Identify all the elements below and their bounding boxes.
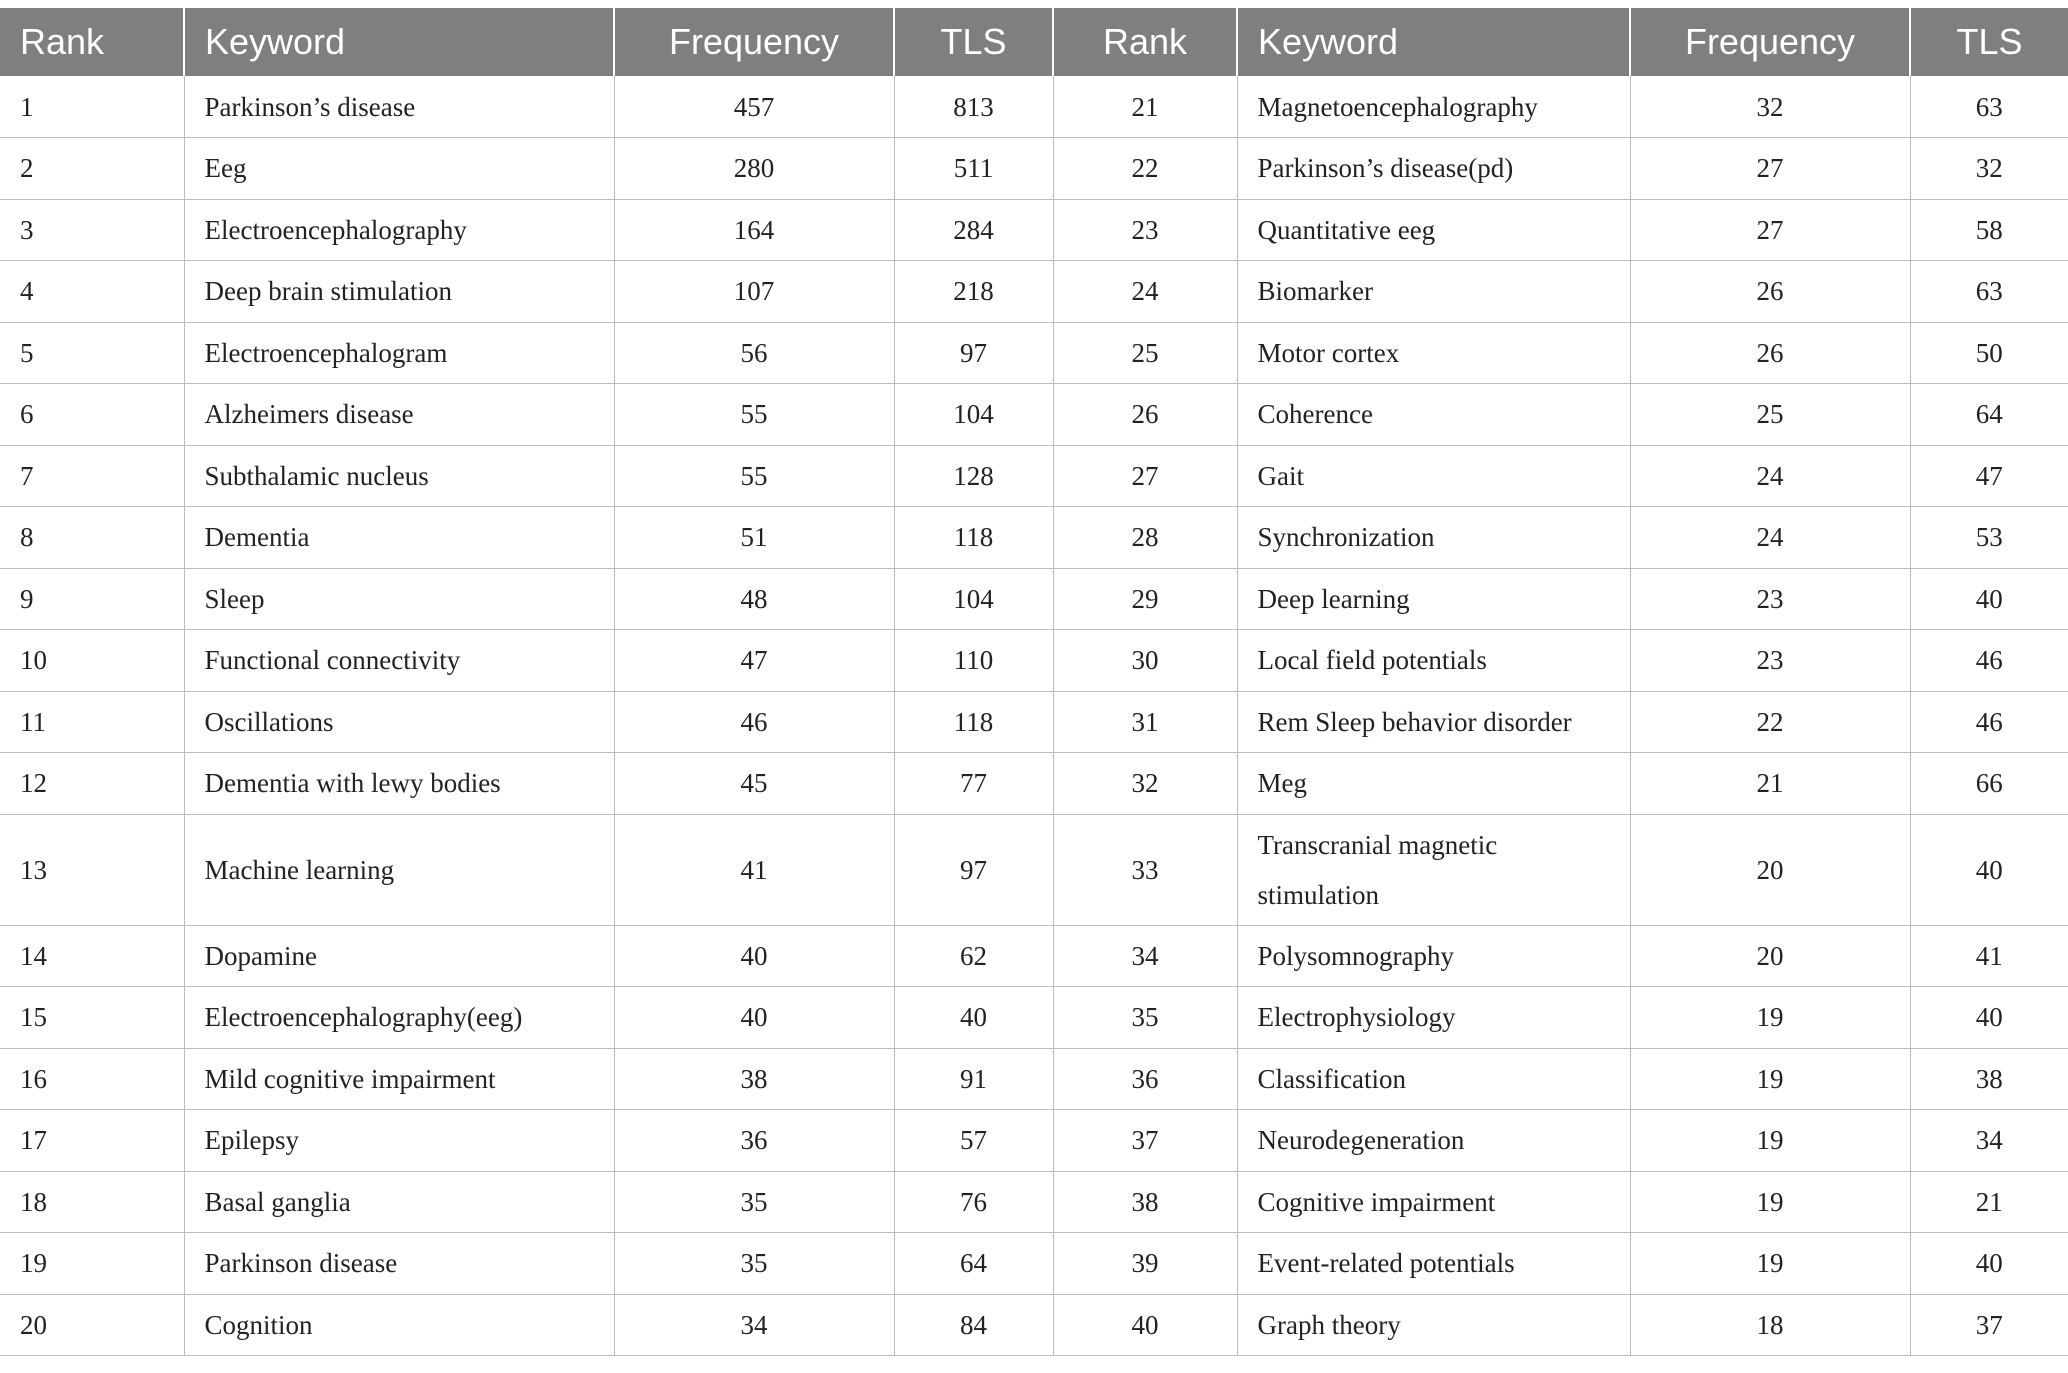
cell-rank: 8 (0, 507, 184, 569)
cell-tls: 40 (1910, 568, 2068, 630)
cell-tls: 63 (1910, 261, 2068, 323)
cell-tls: 118 (894, 507, 1053, 569)
cell-tls: 97 (894, 814, 1053, 925)
cell-keyword: Electroencephalogram (184, 322, 614, 384)
cell-tls: 38 (1910, 1048, 2068, 1110)
cell-frequency: 34 (614, 1294, 894, 1356)
cell-keyword: Polysomnography (1237, 925, 1630, 987)
cell-tls: 284 (894, 199, 1053, 261)
cell-rank: 14 (0, 925, 184, 987)
cell-keyword: Eeg (184, 138, 614, 200)
cell-rank: 17 (0, 1110, 184, 1172)
cell-tls: 104 (894, 384, 1053, 446)
table-row (0, 1171, 2068, 1233)
cell-tls: 32 (1910, 138, 2068, 200)
cell-keyword: Meg (1237, 753, 1630, 815)
cell-keyword: Local field potentials (1237, 630, 1630, 692)
table-body (0, 76, 2068, 1356)
cell-rank: 2 (0, 138, 184, 200)
cell-keyword: Biomarker (1237, 261, 1630, 323)
cell-keyword: Alzheimers disease (184, 384, 614, 446)
cell-keyword: Dementia (184, 507, 614, 569)
cell-frequency: 23 (1630, 630, 1910, 692)
cell-frequency: 56 (614, 322, 894, 384)
cell-keyword: Coherence (1237, 384, 1630, 446)
cell-rank: 11 (0, 691, 184, 753)
cell-tls: 63 (1910, 76, 2068, 138)
cell-rank: 27 (1053, 445, 1237, 507)
cell-tls: 40 (894, 987, 1053, 1049)
cell-rank: 32 (1053, 753, 1237, 815)
cell-rank: 20 (0, 1294, 184, 1356)
cell-keyword: Sleep (184, 568, 614, 630)
cell-rank: 3 (0, 199, 184, 261)
cell-frequency: 51 (614, 507, 894, 569)
cell-rank: 38 (1053, 1171, 1237, 1233)
cell-tls: 40 (1910, 1233, 2068, 1295)
cell-tls: 511 (894, 138, 1053, 200)
cell-frequency: 40 (614, 987, 894, 1049)
header-frequency-1: Frequency (614, 8, 894, 76)
cell-tls: 46 (1910, 691, 2068, 753)
cell-frequency: 24 (1630, 507, 1910, 569)
cell-keyword: Transcranial magnetic stimulation (1237, 814, 1630, 925)
cell-keyword: Synchronization (1237, 507, 1630, 569)
cell-tls: 110 (894, 630, 1053, 692)
cell-rank: 29 (1053, 568, 1237, 630)
cell-tls: 97 (894, 322, 1053, 384)
cell-keyword: Electroencephalography(eeg) (184, 987, 614, 1049)
cell-frequency: 26 (1630, 261, 1910, 323)
header-keyword-1: Keyword (184, 8, 614, 76)
cell-rank: 4 (0, 261, 184, 323)
cell-keyword: Classification (1237, 1048, 1630, 1110)
cell-rank: 5 (0, 322, 184, 384)
cell-frequency: 45 (614, 753, 894, 815)
table-header (0, 8, 2068, 76)
keyword-ranking-table (0, 8, 2068, 1356)
cell-tls: 118 (894, 691, 1053, 753)
table-row (0, 199, 2068, 261)
header-rank-1: Rank (0, 8, 184, 76)
cell-frequency: 107 (614, 261, 894, 323)
cell-keyword: Magnetoencephalography (1237, 76, 1630, 138)
cell-rank: 21 (1053, 76, 1237, 138)
cell-rank: 9 (0, 568, 184, 630)
cell-keyword: Graph theory (1237, 1294, 1630, 1356)
table-row (0, 445, 2068, 507)
cell-rank: 6 (0, 384, 184, 446)
table-row (0, 568, 2068, 630)
cell-rank: 15 (0, 987, 184, 1049)
cell-frequency: 27 (1630, 199, 1910, 261)
cell-keyword: Epilepsy (184, 1110, 614, 1172)
cell-rank: 18 (0, 1171, 184, 1233)
cell-tls: 64 (1910, 384, 2068, 446)
table-row (0, 1294, 2068, 1356)
cell-tls: 128 (894, 445, 1053, 507)
cell-keyword: Basal ganglia (184, 1171, 614, 1233)
cell-keyword: Quantitative eeg (1237, 199, 1630, 261)
cell-rank: 10 (0, 630, 184, 692)
cell-tls: 53 (1910, 507, 2068, 569)
cell-tls: 50 (1910, 322, 2068, 384)
header-tls-1: TLS (894, 8, 1053, 76)
table-row (0, 1048, 2068, 1110)
cell-keyword: Deep learning (1237, 568, 1630, 630)
cell-rank: 22 (1053, 138, 1237, 200)
cell-frequency: 18 (1630, 1294, 1910, 1356)
cell-tls: 66 (1910, 753, 2068, 815)
cell-keyword: Subthalamic nucleus (184, 445, 614, 507)
cell-frequency: 25 (1630, 384, 1910, 446)
table-row (0, 507, 2068, 569)
cell-frequency: 164 (614, 199, 894, 261)
cell-tls: 37 (1910, 1294, 2068, 1356)
cell-keyword: Parkinson’s disease(pd) (1237, 138, 1630, 200)
cell-frequency: 19 (1630, 1110, 1910, 1172)
cell-frequency: 19 (1630, 987, 1910, 1049)
cell-frequency: 32 (1630, 76, 1910, 138)
cell-frequency: 46 (614, 691, 894, 753)
cell-rank: 37 (1053, 1110, 1237, 1172)
cell-keyword: Cognition (184, 1294, 614, 1356)
cell-tls: 104 (894, 568, 1053, 630)
table-row (0, 814, 2068, 925)
table-row (0, 925, 2068, 987)
cell-rank: 1 (0, 76, 184, 138)
cell-keyword: Event-related potentials (1237, 1233, 1630, 1295)
cell-rank: 23 (1053, 199, 1237, 261)
table-row (0, 1233, 2068, 1295)
cell-keyword: Electroencephalography (184, 199, 614, 261)
cell-tls: 58 (1910, 199, 2068, 261)
table-row (0, 691, 2068, 753)
table-row (0, 138, 2068, 200)
table-row (0, 753, 2068, 815)
cell-frequency: 27 (1630, 138, 1910, 200)
cell-tls: 813 (894, 76, 1053, 138)
table-row (0, 261, 2068, 323)
table-row (0, 322, 2068, 384)
table-row (0, 76, 2068, 138)
cell-rank: 26 (1053, 384, 1237, 446)
cell-tls: 47 (1910, 445, 2068, 507)
cell-tls: 64 (894, 1233, 1053, 1295)
cell-keyword: Parkinson disease (184, 1233, 614, 1295)
cell-tls: 57 (894, 1110, 1053, 1172)
header-row (0, 8, 2068, 76)
cell-rank: 28 (1053, 507, 1237, 569)
cell-keyword: Gait (1237, 445, 1630, 507)
cell-tls: 77 (894, 753, 1053, 815)
cell-rank: 35 (1053, 987, 1237, 1049)
cell-rank: 13 (0, 814, 184, 925)
cell-tls: 40 (1910, 814, 2068, 925)
cell-frequency: 21 (1630, 753, 1910, 815)
cell-tls: 46 (1910, 630, 2068, 692)
cell-frequency: 20 (1630, 814, 1910, 925)
cell-frequency: 41 (614, 814, 894, 925)
cell-frequency: 55 (614, 384, 894, 446)
cell-keyword: Mild cognitive impairment (184, 1048, 614, 1110)
table-row (0, 987, 2068, 1049)
cell-tls: 84 (894, 1294, 1053, 1356)
cell-frequency: 38 (614, 1048, 894, 1110)
cell-rank: 25 (1053, 322, 1237, 384)
table-row (0, 630, 2068, 692)
cell-keyword: Dopamine (184, 925, 614, 987)
cell-frequency: 40 (614, 925, 894, 987)
cell-frequency: 19 (1630, 1171, 1910, 1233)
header-frequency-2: Frequency (1630, 8, 1910, 76)
cell-rank: 40 (1053, 1294, 1237, 1356)
cell-keyword: Functional connectivity (184, 630, 614, 692)
cell-rank: 12 (0, 753, 184, 815)
cell-frequency: 22 (1630, 691, 1910, 753)
cell-frequency: 19 (1630, 1233, 1910, 1295)
cell-frequency: 24 (1630, 445, 1910, 507)
cell-keyword: Electrophysiology (1237, 987, 1630, 1049)
cell-keyword: Parkinson’s disease (184, 76, 614, 138)
cell-frequency: 280 (614, 138, 894, 200)
cell-keyword: Motor cortex (1237, 322, 1630, 384)
cell-frequency: 457 (614, 76, 894, 138)
cell-rank: 33 (1053, 814, 1237, 925)
cell-frequency: 48 (614, 568, 894, 630)
cell-tls: 62 (894, 925, 1053, 987)
cell-tls: 91 (894, 1048, 1053, 1110)
cell-frequency: 35 (614, 1171, 894, 1233)
cell-tls: 76 (894, 1171, 1053, 1233)
cell-frequency: 55 (614, 445, 894, 507)
cell-frequency: 35 (614, 1233, 894, 1295)
table-row (0, 384, 2068, 446)
cell-frequency: 19 (1630, 1048, 1910, 1110)
header-keyword-2: Keyword (1237, 8, 1630, 76)
cell-keyword: Neurodegeneration (1237, 1110, 1630, 1172)
cell-tls: 40 (1910, 987, 2068, 1049)
cell-frequency: 23 (1630, 568, 1910, 630)
cell-frequency: 20 (1630, 925, 1910, 987)
cell-rank: 7 (0, 445, 184, 507)
cell-rank: 30 (1053, 630, 1237, 692)
cell-rank: 31 (1053, 691, 1237, 753)
header-rank-2: Rank (1053, 8, 1237, 76)
cell-rank: 19 (0, 1233, 184, 1295)
keyword-table-container (0, 8, 2068, 1356)
cell-keyword: Machine learning (184, 814, 614, 925)
cell-rank: 34 (1053, 925, 1237, 987)
cell-tls: 34 (1910, 1110, 2068, 1172)
cell-rank: 36 (1053, 1048, 1237, 1110)
cell-keyword: Cognitive impairment (1237, 1171, 1630, 1233)
table-row (0, 1110, 2068, 1172)
cell-frequency: 36 (614, 1110, 894, 1172)
cell-tls: 41 (1910, 925, 2068, 987)
cell-tls: 218 (894, 261, 1053, 323)
cell-keyword: Oscillations (184, 691, 614, 753)
cell-rank: 24 (1053, 261, 1237, 323)
cell-keyword: Dementia with lewy bodies (184, 753, 614, 815)
cell-keyword: Rem Sleep behavior disorder (1237, 691, 1630, 753)
cell-frequency: 47 (614, 630, 894, 692)
cell-tls: 21 (1910, 1171, 2068, 1233)
cell-keyword: Deep brain stimulation (184, 261, 614, 323)
cell-rank: 39 (1053, 1233, 1237, 1295)
header-tls-2: TLS (1956, 21, 2023, 62)
cell-rank: 16 (0, 1048, 184, 1110)
cell-frequency: 26 (1630, 322, 1910, 384)
